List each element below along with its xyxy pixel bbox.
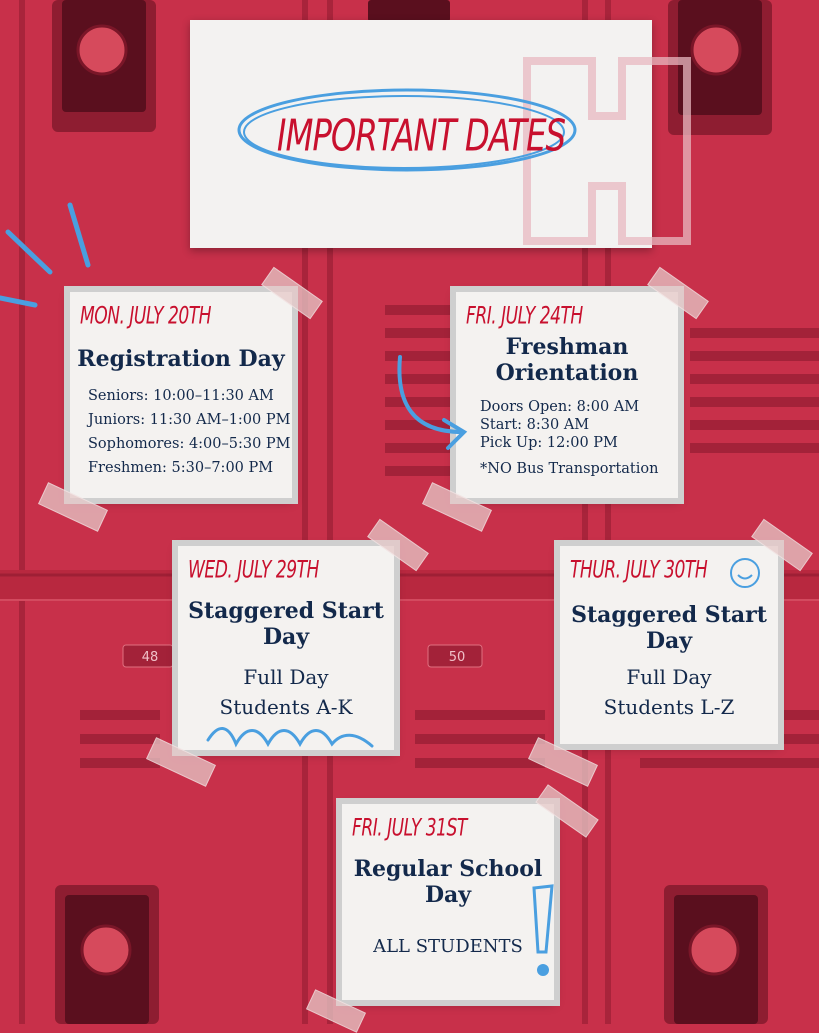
schedule-note: *NO Bus Transportation <box>480 461 659 477</box>
note-title: Registration Day <box>77 346 285 372</box>
note-body-line: Full Day <box>626 665 712 689</box>
note-freshman-orientation <box>456 292 678 498</box>
note-date: MON. JULY 20TH <box>80 302 212 330</box>
schedule-line: Seniors: 10:00–11:30 AM <box>88 388 274 404</box>
exclamation-doodle <box>528 884 558 984</box>
note-date: FRI. JULY 24TH <box>466 302 583 330</box>
schedule-list <box>480 398 658 478</box>
note-title-line: Day <box>424 882 472 908</box>
note-title-line: Freshman <box>505 334 629 360</box>
schedule-line: Doors Open: 8:00 AM <box>480 399 640 415</box>
schedule-line: Juniors: 11:30 AM–1:00 PM <box>88 412 291 428</box>
note-registration-day <box>70 292 292 498</box>
arrow-doodle <box>392 352 472 452</box>
wave-scribble <box>206 722 376 752</box>
note-regular-school-day <box>342 804 554 1000</box>
note-title-line: Orientation <box>495 360 639 386</box>
note-title <box>178 598 394 650</box>
locker-number-50: 50 <box>448 650 466 665</box>
schedule-line: Pick Up: 12:00 PM <box>480 435 618 451</box>
note-body <box>178 662 394 722</box>
note-title <box>560 602 778 654</box>
note-date: WED. JULY 29TH <box>188 556 319 584</box>
note-title-line: Regular School <box>353 856 543 882</box>
note-staggered-start-a-k <box>178 546 394 750</box>
schedule-line: Start: 8:30 AM <box>480 417 590 433</box>
smiley-icon <box>728 556 762 590</box>
note-title-line: Staggered Start <box>188 598 384 624</box>
note-title <box>342 856 554 908</box>
note-body <box>560 662 778 722</box>
important-dates-banner <box>190 20 652 248</box>
schedule-line: Freshmen: 5:30–7:00 PM <box>88 460 274 476</box>
note-body <box>342 932 554 962</box>
schedule-line: Sophomores: 4:00–5:30 PM <box>88 436 291 452</box>
note-title-line: Day <box>645 628 693 654</box>
note-body-line: Full Day <box>243 665 329 689</box>
page-title: IMPORTANT DATES <box>276 111 566 162</box>
locker-number-48: 48 <box>141 650 159 665</box>
note-date: FRI. JULY 31ST <box>352 814 467 842</box>
note-body-line: Students L-Z <box>603 695 735 719</box>
note-date: THUR. JULY 30TH <box>570 556 708 584</box>
note-staggered-start-l-z <box>560 546 778 744</box>
schedule-list <box>88 384 291 480</box>
note-body-line: ALL STUDENTS <box>373 936 523 957</box>
note-title-line: Staggered Start <box>571 602 767 628</box>
note-title-line: Day <box>262 624 310 650</box>
note-body-line: Students A-K <box>219 695 353 719</box>
note-title <box>456 334 678 386</box>
